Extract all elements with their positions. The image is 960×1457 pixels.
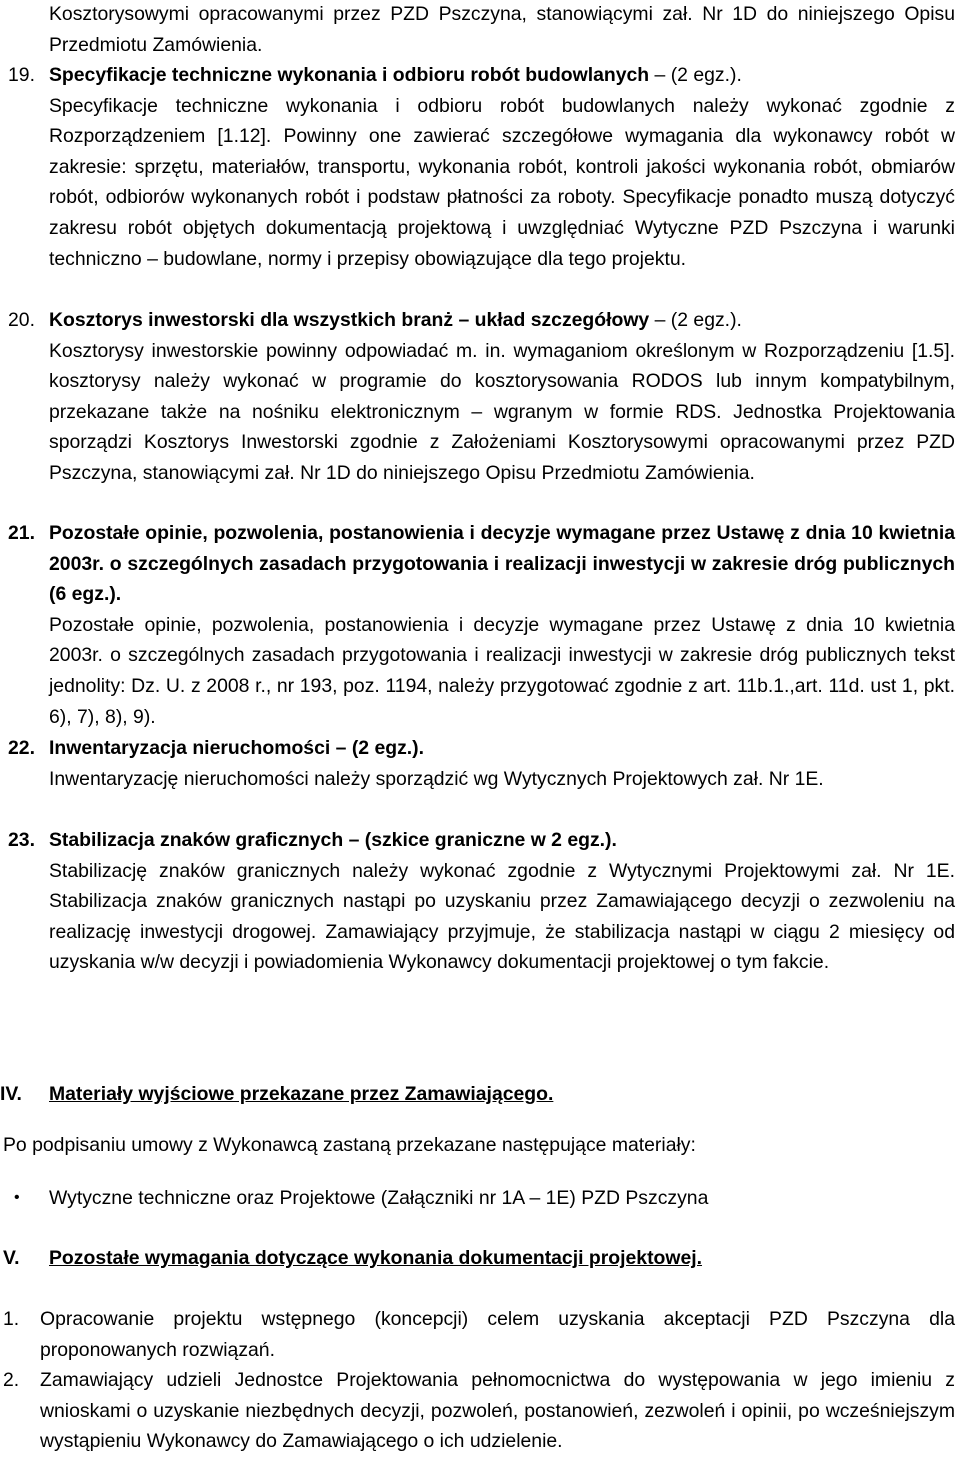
section-numeral: IV. bbox=[0, 1083, 22, 1105]
section-v-list-item-1: 1. Opracowanie projektu wstępnego (koncepcji) celem uzyskania akceptacji PZD Pszczyna dla proponowanych rozwiązań. bbox=[3, 1308, 955, 1361]
item-number: 21. bbox=[8, 522, 35, 544]
item-body: Kosztorysy inwestorskie powinny odpowiadać m. in. wymaganiom określonym w Rozporządzeniu [1.5]. kosztorysy należy wykonać w programie do kosztorysowania RODOS lub innym kompatybilnym, przekazane także na nośniku elektronicznym – wgranym w formie RDS. Jednostka Projektowania sporządzi Kosztorys Inwestorski zgodnie z Założeniami Kosztorysowymi opracowanymi przez PZD Pszczyna, stanowiącymi zał. Nr 1D do niniejszego Opisu Przedmiotu Zamówienia. bbox=[49, 339, 955, 484]
bullet-icon: • bbox=[14, 1189, 20, 1206]
item-body: Specyfikacje techniczne wykonania i odbioru robót budowlanych należy wykonać zgodnie z Rozporządzeniem [1.12]. Powinny one zawierać szczegółowe wymagania dla wykonawcy robót w zakresie: sprzętu, materiałów, transportu, wykonania robót, kontroli jakości wykonania robót, obmiarów robót, odbiorów wykonanych robót i podstaw płatności za roboty. Specyfikacje ponadto muszą dotyczyć zakresu robót objętych dokumentacją projektową i uwzględniać Wytyczne PZD Pszczyna i warunki techniczno – budowlane, normy i przepisy obowiązujące dla tego projektu. bbox=[49, 94, 955, 270]
item-heading: Specyfikacje techniczne wykonania i odbioru robót budowlanych – (2 egz.). bbox=[49, 64, 742, 86]
item-content bbox=[49, 305, 955, 489]
intro-paragraph: Kosztorysowymi opracowanymi przez PZD Pszczyna, stanowiącymi zał. Nr 1D do niniejszego Opisu Przedmiotu Zamówienia. bbox=[49, 3, 955, 56]
section-numeral: V. bbox=[3, 1247, 20, 1269]
item-heading: Inwentaryzacja nieruchomości – (2 egz.). bbox=[49, 737, 425, 759]
item-heading: Stabilizacja znaków graficznych – (szkice graniczne w 2 egz.). bbox=[49, 829, 617, 851]
item-body: Stabilizację znaków granicznych należy wykonać zgodnie z Wytycznymi Projektowymi zał. Nr 1E. Stabilizacja znaków granicznych nastąpi po uzyskaniu przez Zamawiającego decyzji o zezwoleniu na realizację inwestycji drogowej. Zamawiający przyjmuje, że stabilizacja nastąpi w ciągu 2 miesięcy od uzyskania w/w decyzji i powiadomienia Wykonawcy dokumentacji projektowej o tym fakcie. bbox=[49, 859, 955, 974]
item-heading: Kosztorys inwestorski dla wszystkich branż – układ szczegółowy – (2 egz.). bbox=[49, 309, 742, 331]
item-body: Inwentaryzację nieruchomości należy sporządzić wg Wytycznych Projektowych zał. Nr 1E. bbox=[49, 767, 824, 790]
item-body: Pozostałe opinie, pozwolenia, postanowienia i decyzje wymagane przez Ustawę z dnia 10 kwietnia 2003r. o szczególnych zasadach przygotowania i realizacji inwestycji w zakresie dróg publicznych tekst jednolity: Dz. U. z 2008 r., nr 193, poz. 1194, należy przygotować zgodnie z art. 11b.1.,art. 11d. ust 1, pkt. 6), 7), 8), 9). bbox=[49, 613, 955, 728]
section-v-list-item-2: 2. Zamawiający udzieli Jednostce Projektowania pełnomocnictwa do występowania w jego imieniu z wnioskami o uzyskanie niezbędnych decyzji, pozwoleń, postanowień, zezwoleń i opinii, po wcześniejszym wystąpieniu Wykonawcy do Zamawiającego o ich udzielenie. bbox=[3, 1369, 955, 1453]
section-title: Pozostałe wymagania dotyczące wykonania dokumentacji projektowej. bbox=[49, 1247, 703, 1269]
document-page: Kosztorysowymi opracowanymi przez PZD Pszczyna, stanowiącymi zał. Nr 1D do niniejszego Opisu Przedmiotu Zamówienia. 19. Specyfikacje techniczne wykonania i odbioru robót budowlanych – (2 egz.). Specyfikacje techniczne wykonania i odbioru robót budowlanych należy wykonać zgodnie z Rozporządzeniem [1.12]. Powinny one zawierać szczegółowe wymagania dla wykonawcy robót w zakresie: sprzętu, materiałów, transportu, wykonania robót, kontroli jakości wykonania robót, obmiarów robót, odbiorów wykonanych robót i podstaw płatności za roboty. Specyfikacje ponadto muszą dotyczyć zakresu robót objętych dokumentacją projektową i uwzględniać Wytyczne PZD Pszczyna i warunki techniczno – budowlane, normy i przepisy obowiązujące dla tego projektu. 20. Kosztorys inwestorski dla wszystkich branż – układ szczegółowy – (2 egz.). Kosztorysy inwestorskie powinny odpowiadać m. in. wymaganiom określonym w Rozporządzeniu [1.5]. kosztorysy należy wykonać w programie do kosztorysowania RODOS lub innym kompatybilnym, przekazane także na nośniku elektronicznym – wgranym w formie RDS. Jednostka Projektowania sporządzi Kosztorys Inwestorski zgodnie z Założeniami Kosztorysowymi opracowanymi przez PZD Pszczyna, stanowiącymi zał. Nr 1D do niniejszego Opisu Przedmiotu Zamówienia. 21. Pozostałe opinie, pozwolenia, postanowienia i decyzje wymagane przez Ustawę z dnia 10 kwietnia 2003r. o szczególnych zasadach przygotowania i realizacji inwestycji w zakresie dróg publicznych (6 egz.). Pozostałe opinie, pozwolenia, postanowienia i decyzje wymagane przez Ustawę z dnia 10 kwietnia 2003r. o szczególnych zasadach przygotowania i realizacji inwestycji w zakresie dróg publicznych tekst jednolity: Dz. U. z 2008 r., nr 193, poz. 1194, należy przygotować zgodnie z art. 11b.1.,art. 11d. ust 1, pkt. 6), 7), 8), 9). 22. Inwentaryzacja nieruchomości – (2 egz.). Inwentaryzację nieruchomości należy sporządzić wg Wytycznych Projektowych zał. Nr 1E. 23. Stabilizacja znaków graficznych – (szkice graniczne w 2 egz.). Stabilizację znaków granicznych należy wykonać zgodnie z Wytycznymi Projektowymi zał. Nr 1E. Stabilizacja znaków granicznych nastąpi po uzyskaniu przez Zamawiającego decyzji o zezwoleniu na realizację inwestycji drogowej. Zamawiający przyjmuje, że stabilizacja nastąpi w ciągu 2 miesięcy od uzyskania w/w decyzji i powiadomienia Wykonawcy dokumentacji projektowej o tym fakcie. IV. Materiały wyjściowe przekazane przez Zamawiającego. Po podpisaniu umowy z Wykonawcą zastaną przekazane następujące materiały: • Wytyczne techniczne oraz Projektowe (Załączniki nr 1A – 1E) PZD Pszczyna V. Pozostałe wymagania dotyczące wykonania dokumentacji projektowej. 1. Opracowanie projektu wstępnego (koncepcji) celem uzyskania akceptacji PZD Pszczyna dla proponowanych rozwiązań. 2. Zamawiający udzieli Jednostce Projektowania pełnomocnictwa do występowania w jego imieniu z wnioskami o uzyskanie niezbędnych decyzji, pozwoleń, postanowień, zezwoleń i opinii, po wcześniejszym wystąpieniu Wykonawcy do Zamawiającego o ich udzielenie. bbox=[0, 0, 960, 1456]
section-title: Materiały wyjściowe przekazane przez Zamawiającego. bbox=[49, 1083, 554, 1105]
item-number: 22. bbox=[8, 737, 35, 759]
item-content bbox=[49, 825, 955, 978]
item-heading: Pozostałe opinie, pozwolenia, postanowienia i decyzje wymagane przez Ustawę z dnia 10 kwietnia 2003r. o szczególnych zasadach przygotowania i realizacji inwestycji w zakresie dróg publicznych (6 egz.). bbox=[49, 522, 955, 606]
item-number: 23. bbox=[8, 829, 35, 851]
item-number: 19. bbox=[8, 64, 35, 86]
item-content bbox=[49, 733, 955, 794]
item-content bbox=[49, 518, 955, 732]
item-content bbox=[49, 60, 955, 274]
item-number: 20. bbox=[8, 309, 35, 331]
